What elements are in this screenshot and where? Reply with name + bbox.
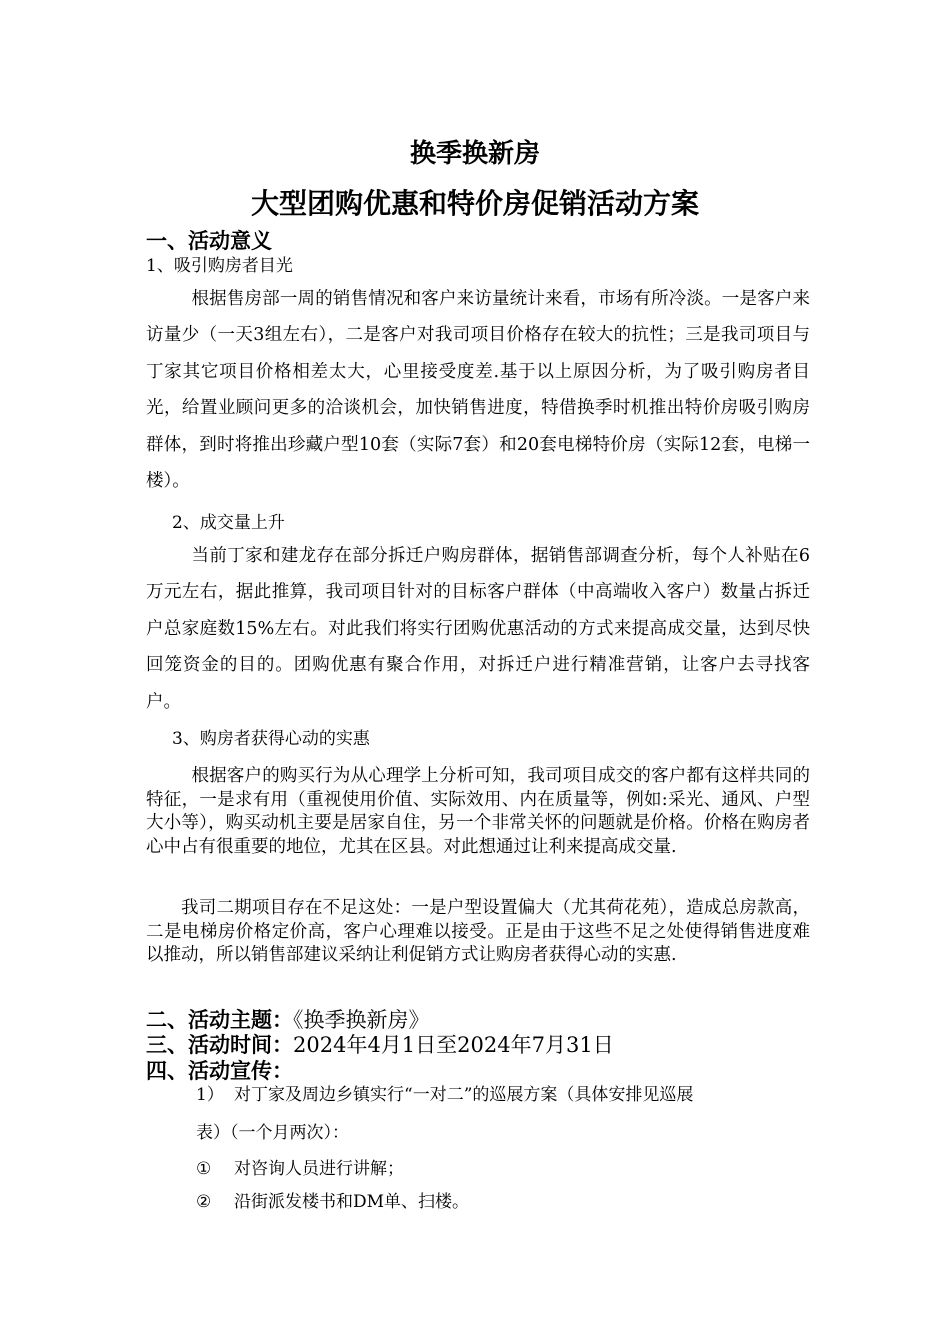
list-marker: ① [196,1159,212,1179]
time-value: 2024年4月1日至2024年7月31日 [293,1033,614,1057]
list-item [196,1187,469,1212]
section-heading-promotion: 四、活动宣传： [146,1059,293,1083]
subsection-attract-buyers: 1、吸引购房者目光 [146,256,293,276]
theme-label: 二、活动主题： [146,1008,293,1032]
document-subtitle: 大型团购优惠和特价房促销活动方案 [250,187,699,220]
list-item-roadshow [196,1080,693,1105]
section-heading-significance: 一、活动意义 [146,229,272,253]
time-label: 三、活动时间： [146,1033,293,1057]
theme-value: 《换季换新房》 [293,1008,430,1032]
paragraph-project-shortcomings: 我司二期项目存在不足这处：一是户型设置偏大（尤其荷花苑），造成总房款高，二是电梯房价格定价高，客户心理难以接受。正是由于这些不足之处使得销售进度难以推动，所以销售部建议采纳让利促销方式让购房者获得心动的实惠. [146,898,810,965]
list-item [196,1154,404,1179]
list-item-text: 对丁家及周边乡镇实行“一对二”的巡展方案（具体安排见巡展 [234,1085,694,1105]
document-title: 换季换新房 [409,139,540,169]
paragraph-volume-rise: 当前丁家和建龙存在部分拆迁户购房群体，据销售部调查分析，每个人补贴在6万元左右，据此推算，我司项目针对的目标客户群体（中高端收入客户）数量占拆迁户总家庭数15%左右。对此我们将实行团购优惠活动的方式来提高成交量，达到尽快回笼资金的目的。团购优惠有聚合作用，对拆迁户进行精准营销，让客户去寻找客户。 [146,546,810,712]
subsection-volume-rise: 2、成交量上升 [172,513,285,533]
list-item-roadshow-continued: 表）（一个月两次）： [196,1123,349,1143]
list-item-text: 沿街派发楼书和DM单、扫楼。 [234,1192,470,1212]
subsection-buyer-benefits: 3、购房者获得心动的实惠 [172,729,370,749]
paragraph-buyer-psychology: 根据客户的购买行为从心理学上分析可知，我司项目成交的客户都有这样共同的特征，一是求有用（重视使用价值、实际效用、内在质量等，例如:采光、通风、户型大小等），购买动机主要是居家自住，另一个非常关怀的问题就是价格。价格在购房者心中占有很重要的地位，尤其在区县。对此想通过让利来提高成交量. [146,766,810,857]
list-marker: ② [196,1192,212,1212]
list-item-text: 对咨询人员进行讲解； [234,1159,404,1179]
list-marker: 1） [196,1085,224,1105]
paragraph-attract-buyers: 根据售房部一周的销售情况和客户来访量统计来看，市场有所冷淡。一是客户来访量少（一天3组左右），二是客户对我司项目价格存在较大的抗性；三是我司项目与丁家其它项目价格相差太大，心里接受度差.基于以上原因分析，为了吸引购房者目光，给置业顾问更多的洽谈机会，加快销售进度，特借换季时机推出特价房吸引购房群体，到时将推出珍藏户型10套（实际7套）和20套电梯特价房（实际12套，电梯一楼）。 [146,289,810,492]
